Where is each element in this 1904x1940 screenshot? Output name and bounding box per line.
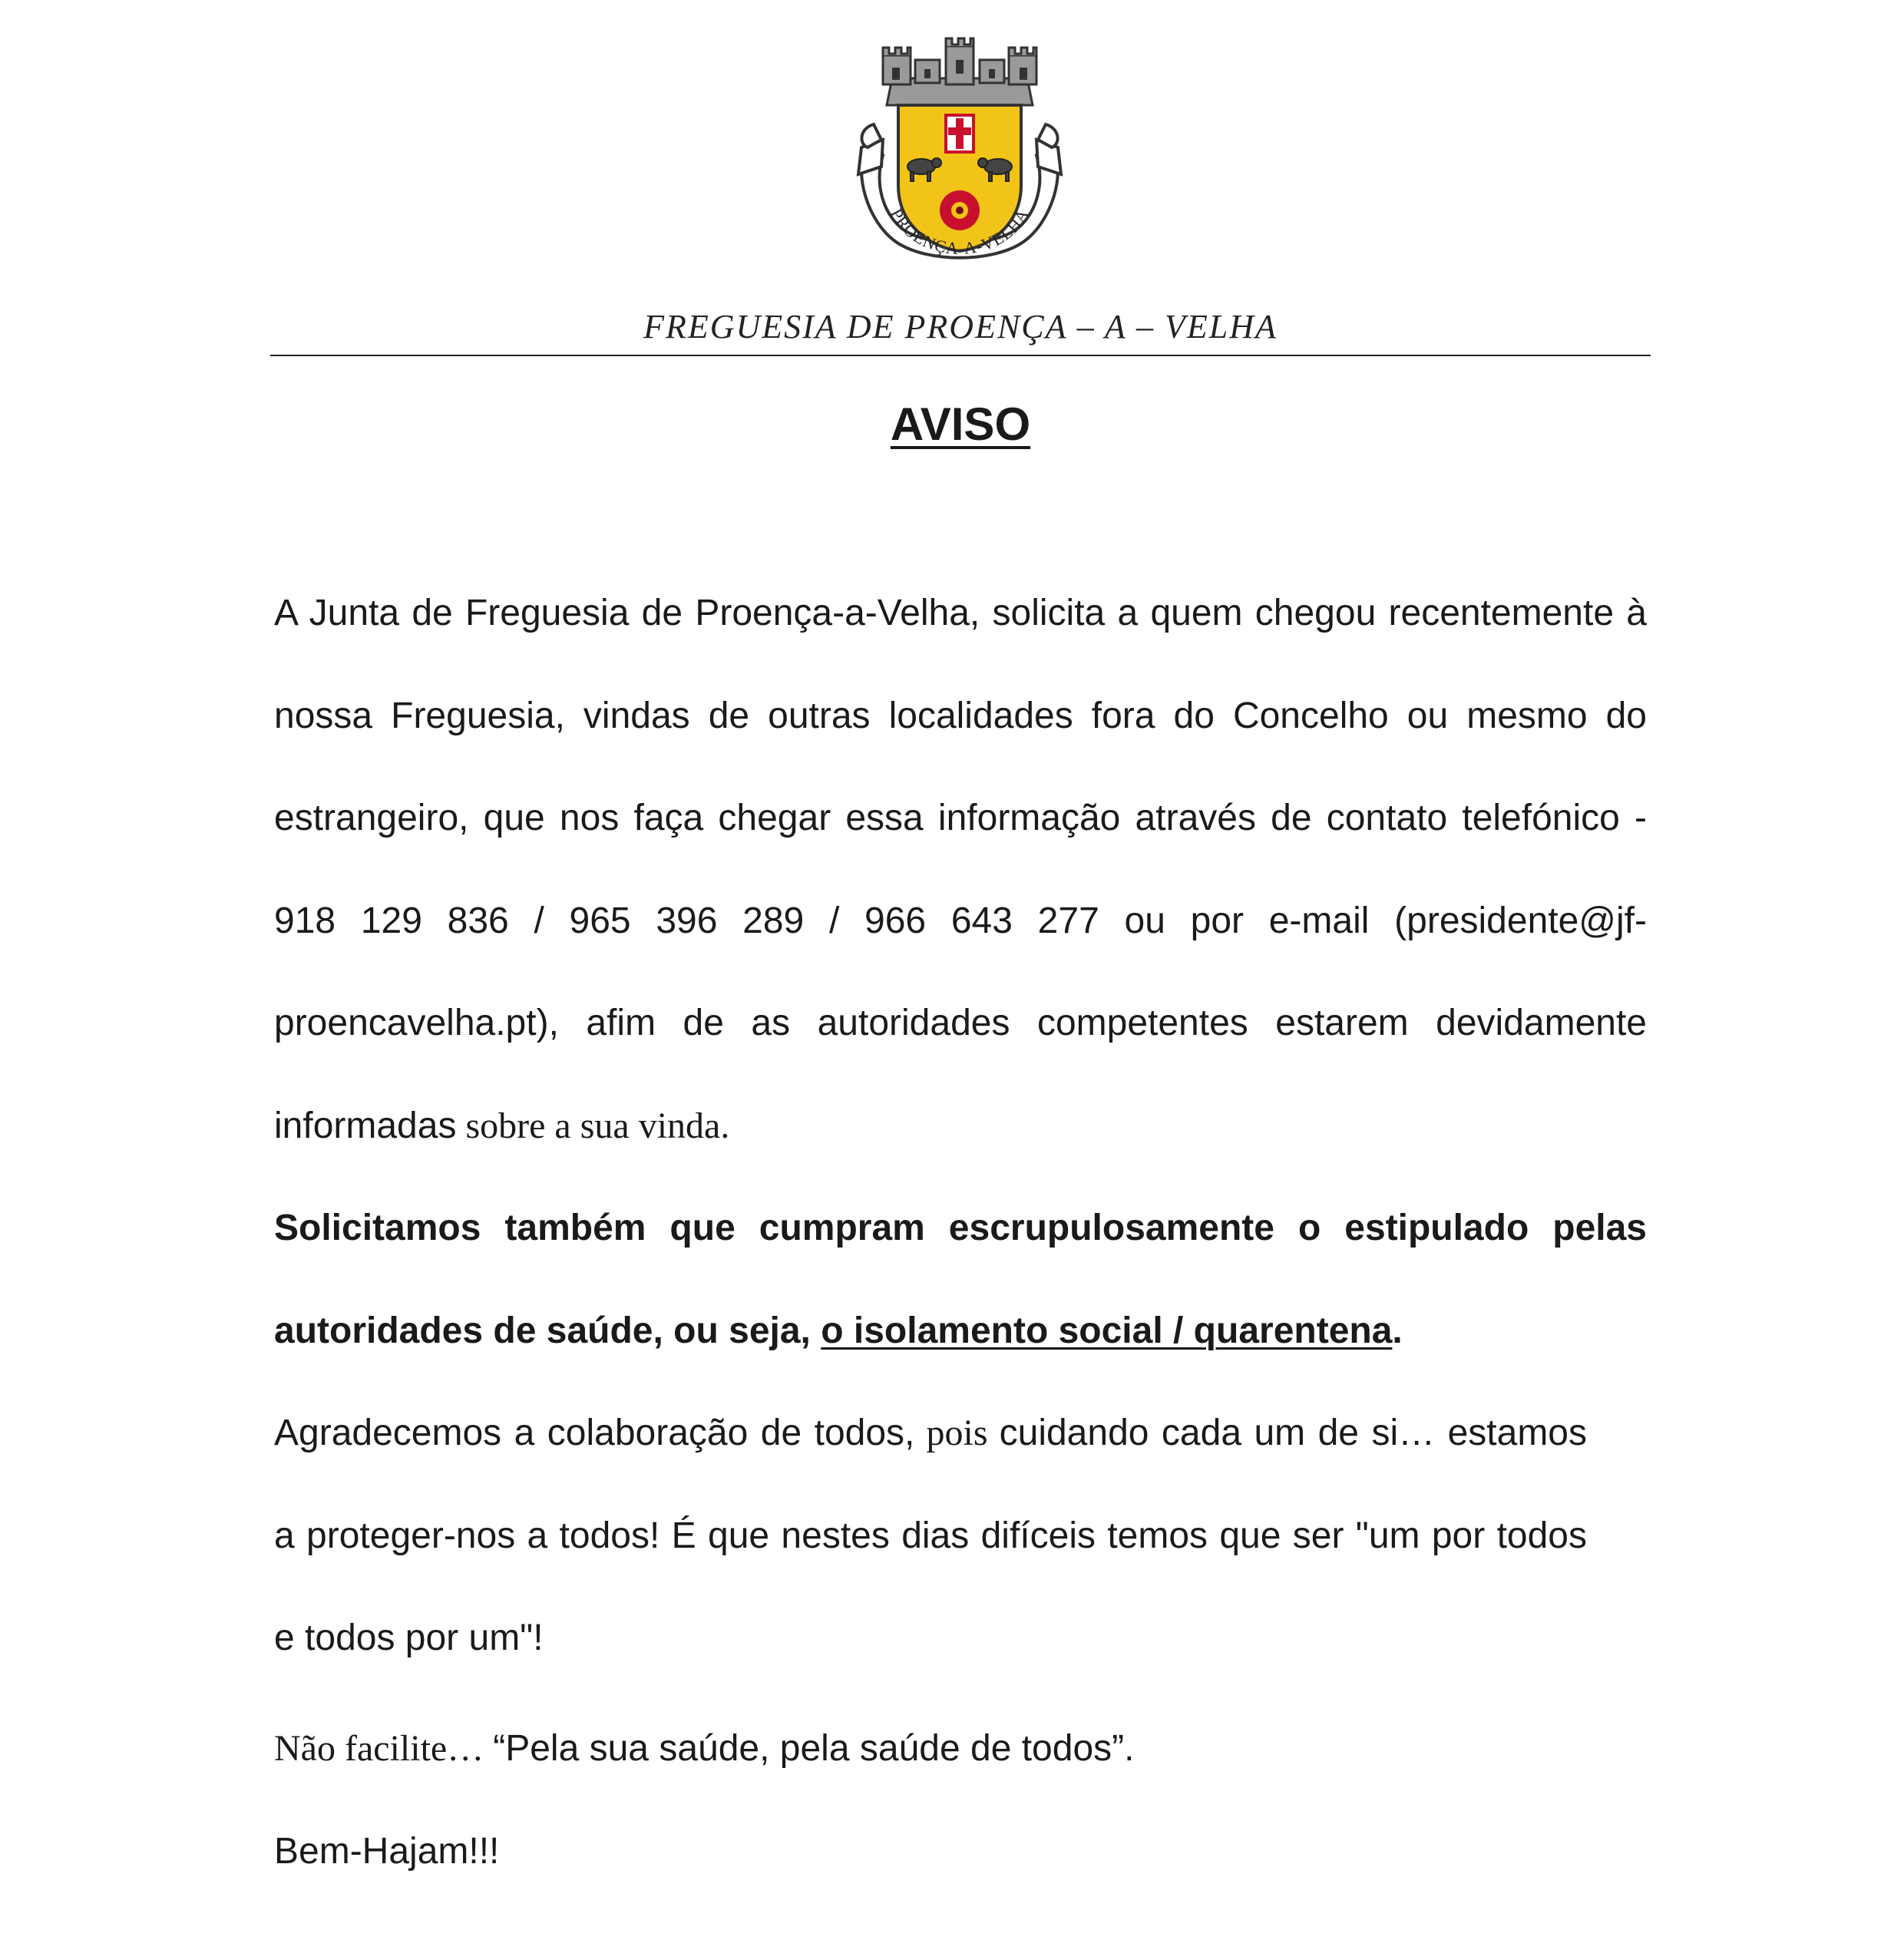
paragraph-3-part-a: Agradecemos a colaboração de todos,	[274, 1413, 915, 1453]
paragraph-2-underlined: o isolamento social / quarentena	[821, 1310, 1393, 1351]
notice-heading: AVISO	[890, 398, 1031, 450]
paragraph-3-part-b: pois	[914, 1413, 1000, 1453]
paragraph-2-start: Solicitamos também que cumpram escrupulosamente o estipulado pelas autoridades de saúde, ou seja,	[274, 1208, 1647, 1351]
flower-icon	[940, 190, 980, 230]
paragraph-1-tail: sobre a sua vinda.	[456, 1105, 730, 1146]
notice-paragraph-2	[274, 1177, 1647, 1382]
paragraph-1-text: A Junta de Freguesia de Proença-a-Velha, solicita a quem chegou recentemente à nossa Freguesia, vindas de outras localidades fora do Concelho ou mesmo do estrangeiro, que nos faça chegar essa informação através de contato telefónico - 918 129 836 / 965 396 289 / 966 643 277 ou por e-mail (presidente@jf-proencavelha.pt), afim de as autoridades competentes estarem devidamente informadas	[274, 593, 1647, 1146]
paragraph-3-part-c: cuidando cada um de si… estamos a proteger-nos a todos! É que nestes dias difíceis temos que ser "um por todos e todos por um"!	[274, 1413, 1587, 1658]
closing-text: Bem-Hajam!!!	[274, 1831, 500, 1872]
paragraph-2-end: .	[1392, 1310, 1403, 1351]
parish-header-title: FREGUESIA DE PROENÇA – A – VELHA	[643, 308, 1278, 345]
header-divider	[270, 355, 1651, 356]
cross-icon	[946, 115, 973, 152]
notice-paragraph-3	[274, 1382, 1587, 1690]
paragraph-4-part-b: “Pela sua saúde, pela saúde de todos”.	[493, 1728, 1135, 1769]
banner-text: PROENÇA-A-VELHA	[886, 205, 1033, 259]
notice-paragraph-1	[274, 562, 1647, 1177]
notice-paragraph-4	[274, 1726, 1647, 1772]
paragraph-4-part-a: Não facilite…	[274, 1728, 494, 1769]
coat-of-arms-logo	[845, 32, 1075, 278]
